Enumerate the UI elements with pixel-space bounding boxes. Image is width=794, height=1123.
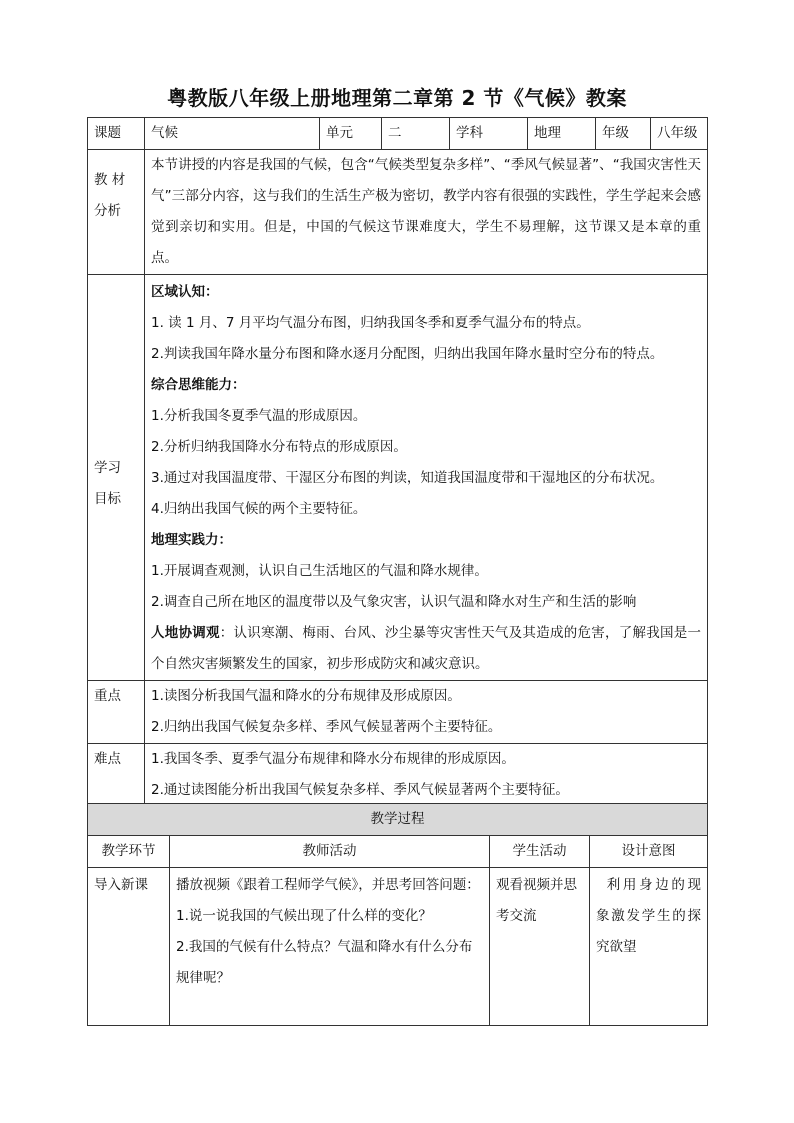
goal-item: 2.调查自己所在地区的温度带以及气象灾害，认识气温和降水对生产和生活的影响 [151, 594, 637, 610]
goal-item: 1.分析我国冬夏季气温的形成原因。 [151, 408, 367, 424]
topic-label: 课题 [88, 118, 145, 150]
unit-label: 单元 [320, 118, 382, 150]
goal-harmony [151, 618, 701, 680]
lesson-info-table [87, 117, 708, 807]
difficulties-row [88, 744, 708, 807]
goal-heading-harmony: 人地协调观 [151, 625, 220, 641]
goal-heading-region: 区域认知： [151, 284, 219, 300]
process-title-row [88, 804, 708, 836]
goals-content [145, 275, 708, 681]
header-teacher: 教师活动 [170, 836, 490, 868]
goal-item: 3.通过对我国温度带、干湿区分布图的判读，知道我国温度带和干湿地区的分布状况。 [151, 470, 664, 486]
difficulties-content [145, 744, 708, 807]
design-intent-cell: 利用身边的现象激发学生的探究欲望 [590, 868, 708, 1026]
discipline-value: 地理 [528, 118, 596, 150]
analysis-row [88, 150, 708, 275]
process-header-row [88, 836, 708, 868]
analysis-label: 教 材 分析 [88, 150, 145, 275]
teacher-activity-item: 2.我国的气候有什么特点？气温和降水有什么分布规律呢？ [176, 939, 473, 986]
difficulty-item: 2.通过读图能分析出我国气候复杂多样、季风气候显著两个主要特征。 [151, 782, 569, 798]
difficulty-item: 1.我国冬季、夏季气温分布规律和降水分布规律的形成原因。 [151, 751, 515, 767]
header-stage: 教学环节 [88, 836, 170, 868]
difficulties-label: 难点 [88, 744, 145, 807]
header-intent: 设计意图 [590, 836, 708, 868]
key-points-content [145, 681, 708, 744]
key-points-label: 重点 [88, 681, 145, 744]
stage-cell: 导入新课 [88, 868, 170, 1026]
goal-harmony-text: ：认识寒潮、梅雨、台风、沙尘暴等灾害性天气及其造成的危害，了解我国是一个自然灾害频繁发生的国家，初步形成防灾和减灾意识。 [151, 625, 702, 672]
goals-row [88, 275, 708, 681]
unit-value: 二 [382, 118, 450, 150]
info-row [88, 118, 708, 150]
process-title: 教学过程 [88, 804, 708, 836]
key-point-item: 2.归纳出我国气候复杂多样、季风气候显著两个主要特征。 [151, 719, 502, 735]
process-row [88, 868, 708, 1026]
teacher-activity-item: 1.说一说我国的气候出现了什么样的变化？ [176, 908, 432, 924]
discipline-label: 学科 [450, 118, 528, 150]
goal-item: 1. 读 1 月、7 月平均气温分布图，归纳我国冬季和夏季气温分布的特点。 [151, 315, 590, 331]
goal-heading-practice: 地理实践力： [151, 532, 232, 548]
goal-item: 2.分析归纳我国降水分布特点的形成原因。 [151, 439, 407, 455]
header-student: 学生活动 [490, 836, 590, 868]
page-title: 粤教版八年级上册地理第二章第 2 节《气候》教案 [167, 86, 627, 110]
grade-label: 年级 [596, 118, 651, 150]
teaching-process-table [87, 803, 708, 1026]
goal-item: 2.判读我国年降水量分布图和降水逐月分配图，归纳出我国年降水量时空分布的特点。 [151, 346, 664, 362]
key-points-row [88, 681, 708, 744]
goals-label: 学习 目标 [88, 275, 145, 681]
teacher-activity-item: 播放视频《跟着工程师学气候》，并思考回答问题： [176, 877, 480, 893]
goal-item: 1.开展调查观测，认识自己生活地区的气温和降水规律。 [151, 563, 488, 579]
topic-value: 气候 [145, 118, 320, 150]
teacher-activity-cell [170, 868, 490, 1026]
student-activity-cell: 观看视频并思考交流 [490, 868, 590, 1026]
goal-heading-thinking: 综合思维能力： [151, 377, 246, 393]
analysis-text: 本节讲授的内容是我国的气候，包含“气候类型复杂多样”、“季风气候显著”、“我国灾害性天气”三部分内容，这与我们的生活生产极为密切，教学内容有很强的实践性，学生学起来会感觉到亲切和实用。但是，中国的气候这节课难度大，学生不易理解，这节课又是本章的重点。 [145, 150, 708, 275]
goal-item: 4.归纳出我国气候的两个主要特征。 [151, 501, 367, 517]
grade-value: 八年级 [651, 118, 708, 150]
key-point-item: 1.读图分析我国气温和降水的分布规律及形成原因。 [151, 688, 461, 704]
